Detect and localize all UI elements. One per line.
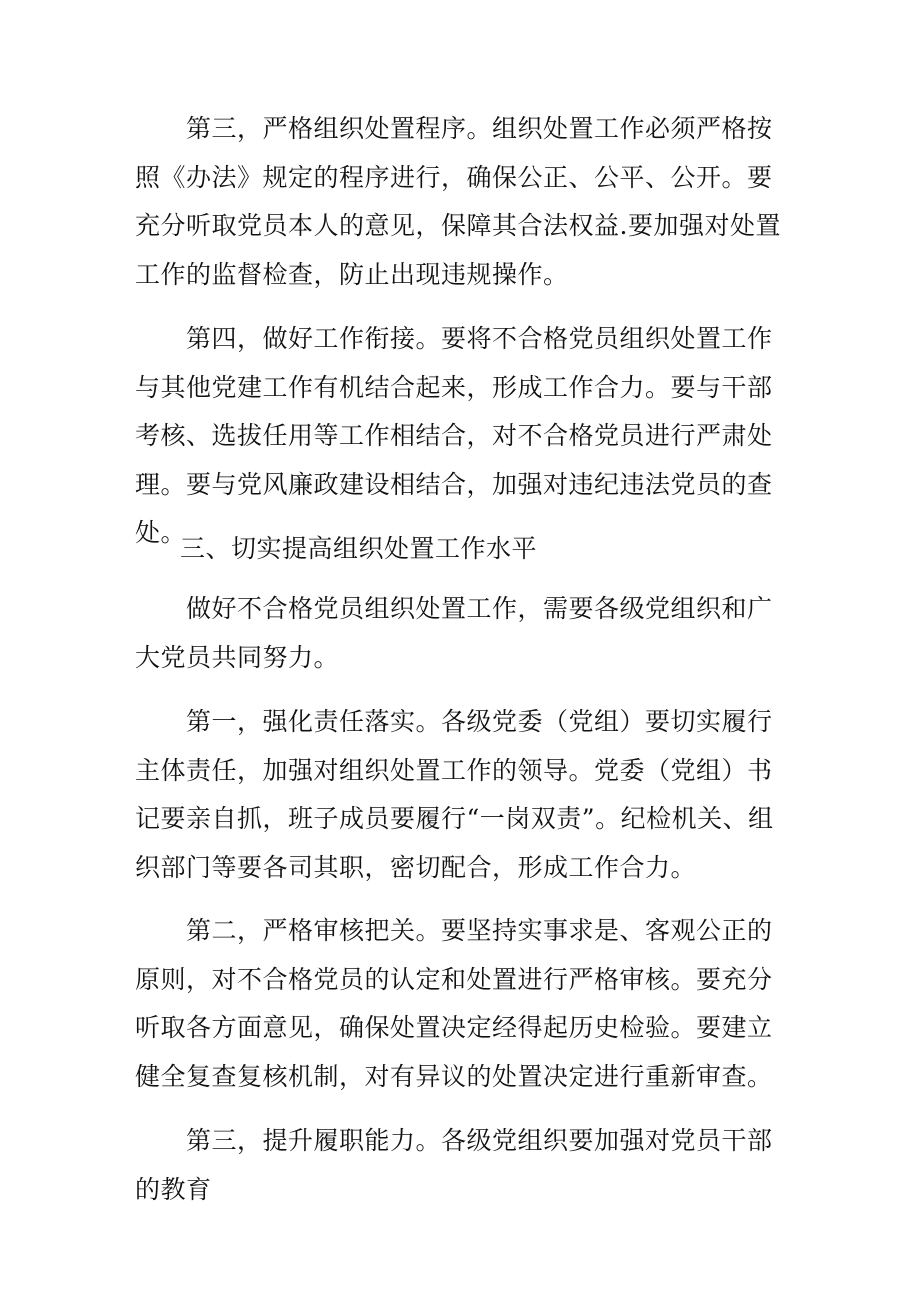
paragraph-coordination: 第四，做好工作衔接。要将不合格党员组织处置工作与其他党建工作有机结合起来，形成工作合力。要与干部考核、选拔任用等工作相结合，对不合格党员进行严肃处理。要与党风廉政建设相结合，加强对违纪违法党员的查处。 (135, 324, 773, 547)
paragraph-responsibility: 第一，强化责任落实。各级党委（党组）要切实履行主体责任，加强对组织处置工作的领导。党委（党组）书记要亲自抓，班子成员要履行“一岗双责”。纪检机关、组织部门等要各司其职，密切配合，形成工作合力。 (135, 707, 774, 882)
paragraph-procedure: 第三，严格组织处置程序。组织处置工作必须严格按照《办法》规定的程序进行，确保公正、公平、公开。要充分听取党员本人的意见，保障其合法权益.要加强对处置工作的监督检查，防止出现违规操作。 (135, 114, 781, 289)
paragraph-intro: 做好不合格党员组织处置工作，需要各级党组织和广大党员共同努力。 (135, 594, 773, 672)
paragraph-capability: 第三，提升履职能力。各级党组织要加强对党员干部的教育 (135, 1126, 773, 1204)
paragraph-review: 第二，严格审核把关。要坚持实事求是、客观公正的原则，对不合格党员的认定和处置进行严格审核。要充分听取各方面意见，确保处置决定经得起历史检验。要建立健全复查复核机制，对有异议的处置决定进行重新审查。 (135, 916, 773, 1091)
section-heading: 三、切实提高组织处置工作水平 (180, 534, 538, 563)
